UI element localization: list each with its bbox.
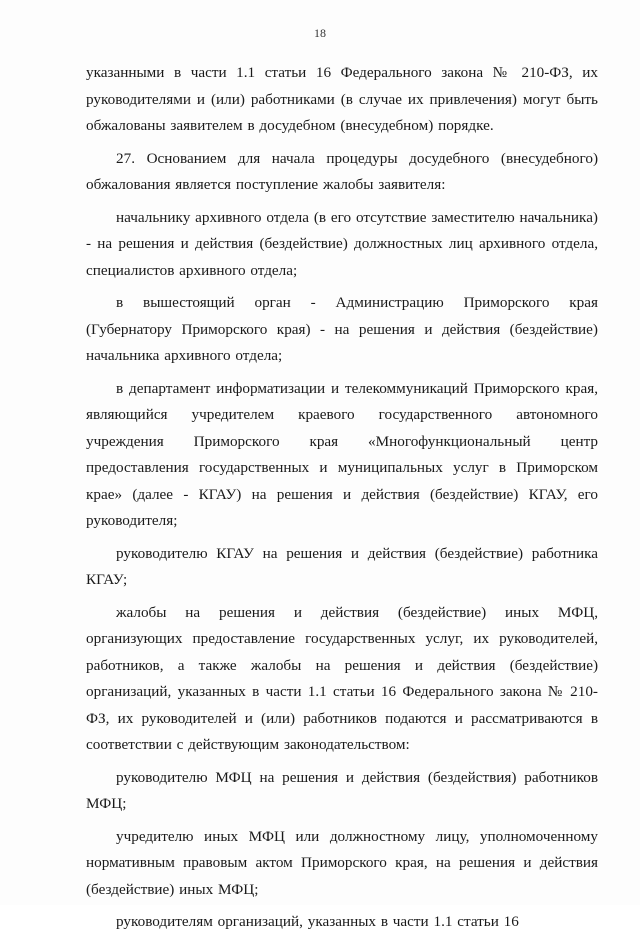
paragraph-department: в департамент информатизации и телекоммуникаций Приморского края, являющийся учредителем краевого государственного автономного учреждения Приморского края «Многофункциональный центр предоставления государственных и муниципальных услуг в Приморском крае» (далее - КГАУ) на решения и действия (бездействие) КГАУ, его руководителя; [86, 379, 598, 529]
paragraph-archive-head: начальнику архивного отдела (в его отсутствие заместителю начальника) - на решения и действия (бездействие) должностных лиц архивного отдела, специалистов архивного отдела; [86, 208, 598, 279]
paragraph-other-mfc: жалобы на решения и действия (бездействие) иных МФЦ, организующих предоставление государственных услуг, их руководителей, работников, а также жалобы на решения и действия (бездействие) организаций, указанных в части 1.1 статьи 16 Федерального закона № 210-ФЗ, их руководителей и (или) работников подаются и рассматриваются в соответствии с действующим законодательством: [86, 603, 598, 753]
document-body [86, 60, 598, 942]
paragraph-organizations-heads: руководителям организаций, указанных в части 1.1 статьи 16 [116, 913, 519, 930]
paragraph-kgau-head: руководителю КГАУ на решения и действия (бездействие) работника КГАУ; [86, 544, 598, 588]
paragraph-continuation: указанными в части 1.1 статьи 16 Федерального закона № 210-ФЗ, их руководителями и (или) работниками (в случае их привлечения) могут быть обжалованы заявителем в досудебном (внесудебном) порядке. [86, 64, 598, 134]
paragraph-item-27: 27. Основанием для начала процедуры досудебного (внесудебного) обжалования является поступление жалобы заявителя: [86, 149, 598, 193]
page-number: 18 [314, 26, 326, 40]
paragraph-higher-authority: в вышестоящий орган - Администрацию Приморского края (Губернатору Приморского края) - на решения и действия (бездействие) начальника архивного отдела; [86, 294, 598, 364]
paragraph-mfc-head: руководителю МФЦ на решения и действия (бездействия) работников МФЦ; [86, 768, 598, 812]
paragraph-mfc-founder: учредителю иных МФЦ или должностному лицу, уполномоченному нормативным правовым актом Приморского края, на решения и действия (бездействие) иных МФЦ; [86, 827, 598, 898]
